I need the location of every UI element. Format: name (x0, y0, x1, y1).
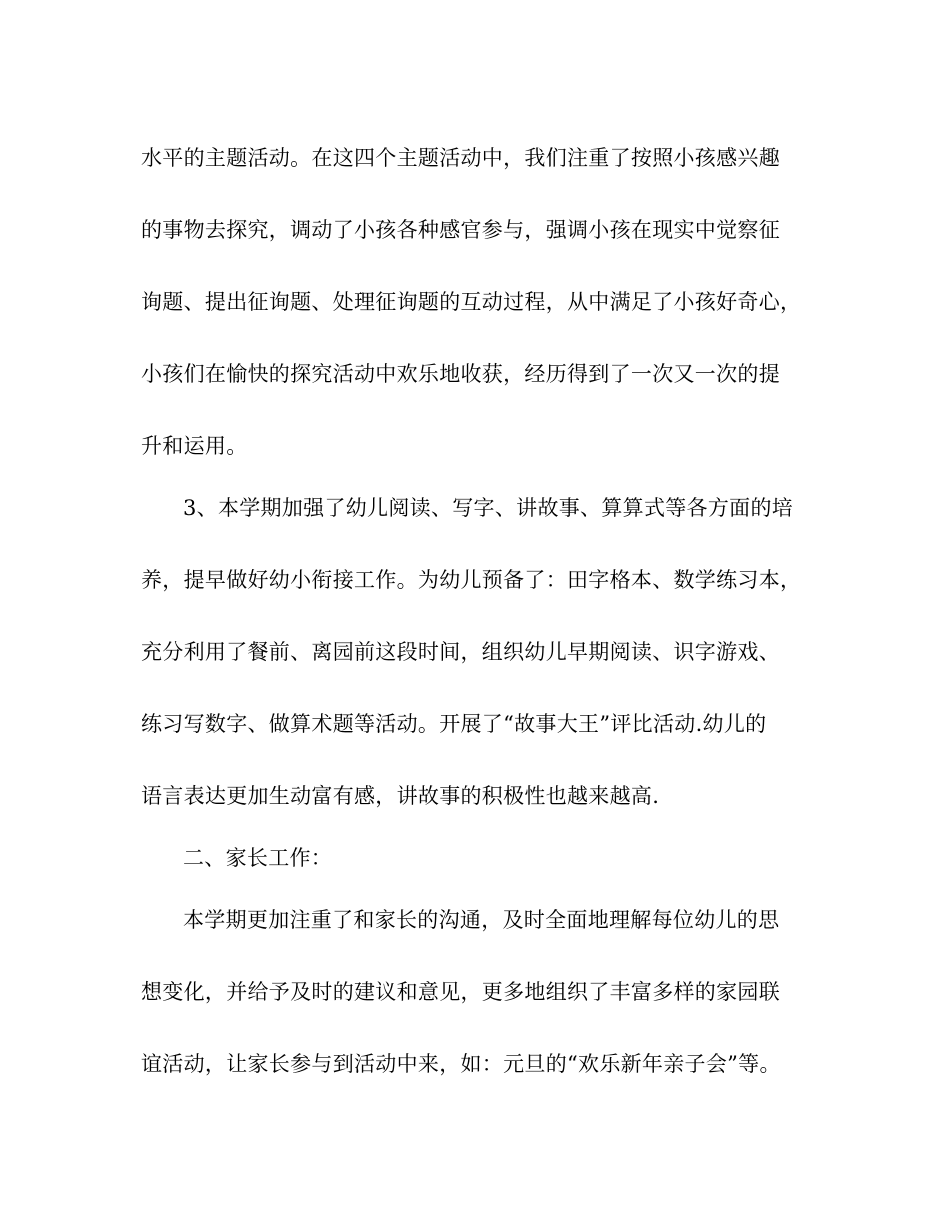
text-line: 水平的主题活动。在这四个主题活动中，我们注重了按照小孩感兴趣 (141, 146, 780, 170)
paragraph-first-line: 本学期更加注重了和家长的沟通，及时全面地理解每位幼儿的思 (183, 908, 780, 932)
paragraph-first-line: 3、本学期加强了幼儿阅读、写字、讲故事、算算式等各方面的培 (183, 496, 794, 520)
section-heading: 二、家长工作： (183, 846, 333, 870)
text-line: 养，提早做好幼小衔接工作。为幼儿预备了：田字格本、数学练习本， (141, 568, 802, 592)
text-line: 练习写数字、做算术题等活动。开展了“故事大王”评比活动.幼儿的 (141, 712, 767, 736)
text-line: 询题、提出征询题、处理征询题的互动过程，从中满足了小孩好奇心， (141, 290, 802, 314)
text-line: 想变化，并给予及时的建议和意见，更多地组织了丰富多样的家园联 (141, 980, 780, 1004)
text-line: 升和运用。 (141, 434, 248, 458)
text-line: 小孩们在愉快的探究活动中欢乐地收获，经历得到了一次又一次的提 (141, 362, 780, 386)
text-line: 语言表达更加生动富有感，讲故事的积极性也越来越高. (141, 784, 660, 808)
text-line: 的事物去探究，调动了小孩各种感官参与，强调小孩在现实中觉察征 (141, 218, 780, 242)
text-line: 充分利用了餐前、离园前这段时间，组织幼儿早期阅读、识字游戏、 (141, 640, 780, 664)
text-line: 谊活动，让家长参与到活动中来，如：元旦的“欢乐新年亲子会”等。 (141, 1052, 781, 1076)
